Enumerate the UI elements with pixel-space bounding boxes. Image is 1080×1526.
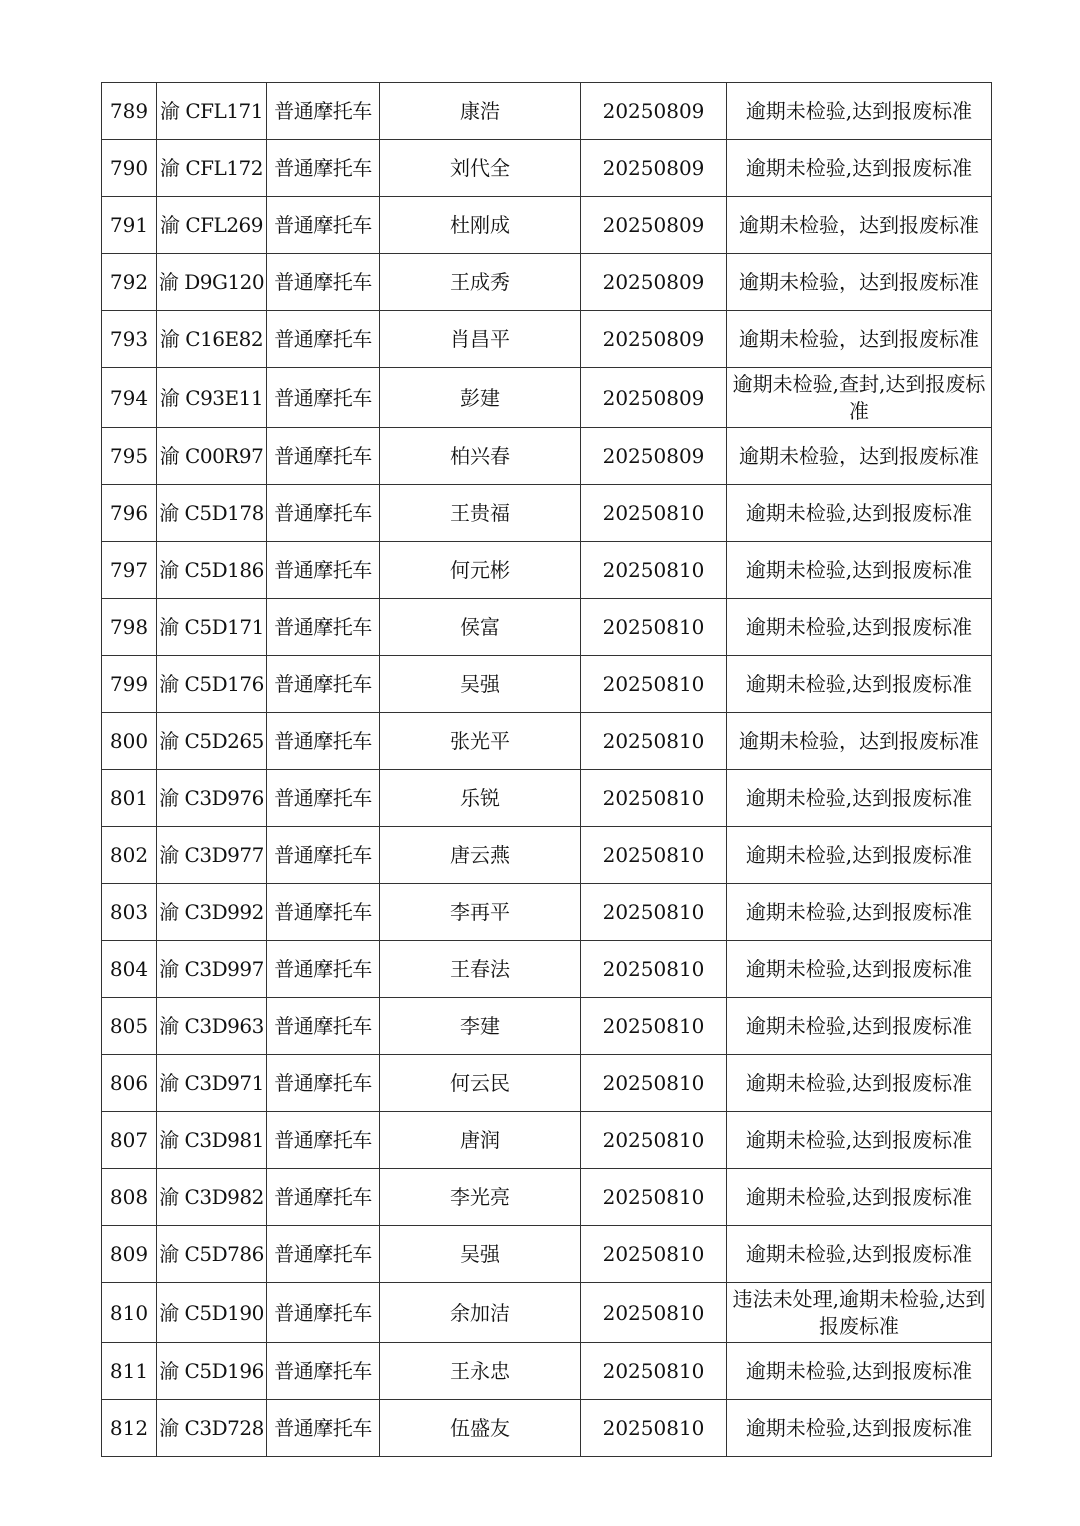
cell-owner-name: 康浩 [380,83,581,140]
cell-owner-name: 肖昌平 [380,311,581,368]
vehicle-scrap-table [101,82,992,1457]
cell-owner-name: 王成秀 [380,254,581,311]
table-row [102,941,992,998]
cell-vehicle-type: 普通摩托车 [267,368,380,428]
cell-plate-number: 渝 CFL269 [157,197,267,254]
cell-vehicle-type: 普通摩托车 [267,254,380,311]
cell-status: 逾期未检验,达到报废标准 [727,83,992,140]
cell-serial-number: 801 [102,770,157,827]
cell-owner-name: 乐锐 [380,770,581,827]
cell-date: 20250810 [581,1283,727,1343]
table-row [102,197,992,254]
cell-status: 逾期未检验，达到报废标准 [727,197,992,254]
cell-serial-number: 809 [102,1226,157,1283]
cell-serial-number: 806 [102,1055,157,1112]
cell-plate-number: 渝 C5D190 [157,1283,267,1343]
table-row [102,140,992,197]
cell-vehicle-type: 普通摩托车 [267,485,380,542]
cell-vehicle-type: 普通摩托车 [267,1169,380,1226]
table-row [102,713,992,770]
table-row [102,1400,992,1457]
cell-date: 20250810 [581,485,727,542]
cell-vehicle-type: 普通摩托车 [267,599,380,656]
cell-owner-name: 王永忠 [380,1343,581,1400]
cell-date: 20250810 [581,827,727,884]
cell-date: 20250810 [581,542,727,599]
cell-owner-name: 伍盛友 [380,1400,581,1457]
cell-plate-number: 渝 CFL171 [157,83,267,140]
cell-serial-number: 794 [102,368,157,428]
cell-plate-number: 渝 C93E11 [157,368,267,428]
table-row [102,542,992,599]
cell-serial-number: 802 [102,827,157,884]
table-row [102,1226,992,1283]
cell-owner-name: 张光平 [380,713,581,770]
cell-serial-number: 797 [102,542,157,599]
table-row [102,254,992,311]
cell-plate-number: 渝 C3D971 [157,1055,267,1112]
cell-plate-number: 渝 C5D196 [157,1343,267,1400]
cell-owner-name: 王贵福 [380,485,581,542]
cell-date: 20250810 [581,1112,727,1169]
cell-plate-number: 渝 C3D977 [157,827,267,884]
cell-serial-number: 791 [102,197,157,254]
cell-owner-name: 柏兴春 [380,428,581,485]
cell-owner-name: 李建 [380,998,581,1055]
cell-status: 逾期未检验,达到报废标准 [727,140,992,197]
table-row [102,599,992,656]
cell-vehicle-type: 普通摩托车 [267,83,380,140]
cell-status: 逾期未检验,达到报废标准 [727,884,992,941]
cell-plate-number: 渝 D9G120 [157,254,267,311]
table-row [102,485,992,542]
cell-owner-name: 王春法 [380,941,581,998]
table-row [102,428,992,485]
cell-serial-number: 808 [102,1169,157,1226]
cell-plate-number: 渝 C3D976 [157,770,267,827]
cell-status: 逾期未检验，达到报废标准 [727,254,992,311]
cell-serial-number: 793 [102,311,157,368]
cell-owner-name: 何云民 [380,1055,581,1112]
cell-vehicle-type: 普通摩托车 [267,713,380,770]
table-body [102,83,992,1457]
cell-status: 逾期未检验,达到报废标准 [727,1226,992,1283]
table-row [102,1283,992,1343]
cell-plate-number: 渝 C3D997 [157,941,267,998]
cell-vehicle-type: 普通摩托车 [267,542,380,599]
cell-serial-number: 812 [102,1400,157,1457]
cell-vehicle-type: 普通摩托车 [267,941,380,998]
cell-status: 逾期未检验,达到报废标准 [727,542,992,599]
cell-serial-number: 811 [102,1343,157,1400]
cell-status: 逾期未检验，达到报废标准 [727,713,992,770]
cell-plate-number: 渝 C5D171 [157,599,267,656]
cell-serial-number: 805 [102,998,157,1055]
cell-owner-name: 李再平 [380,884,581,941]
cell-serial-number: 796 [102,485,157,542]
cell-serial-number: 792 [102,254,157,311]
cell-plate-number: 渝 C5D786 [157,1226,267,1283]
cell-date: 20250809 [581,140,727,197]
table-row [102,83,992,140]
cell-serial-number: 798 [102,599,157,656]
cell-plate-number: 渝 C5D176 [157,656,267,713]
cell-date: 20250809 [581,254,727,311]
cell-owner-name: 侯富 [380,599,581,656]
cell-date: 20250810 [581,1343,727,1400]
table-row [102,1169,992,1226]
cell-vehicle-type: 普通摩托车 [267,428,380,485]
cell-owner-name: 彭建 [380,368,581,428]
cell-owner-name: 李光亮 [380,1169,581,1226]
cell-date: 20250810 [581,713,727,770]
cell-date: 20250809 [581,368,727,428]
cell-status: 逾期未检验,达到报废标准 [727,656,992,713]
cell-serial-number: 800 [102,713,157,770]
cell-status: 逾期未检验,达到报废标准 [727,770,992,827]
cell-serial-number: 807 [102,1112,157,1169]
table-row [102,998,992,1055]
cell-owner-name: 唐润 [380,1112,581,1169]
table-row [102,1343,992,1400]
cell-plate-number: 渝 CFL172 [157,140,267,197]
cell-date: 20250810 [581,998,727,1055]
cell-vehicle-type: 普通摩托车 [267,770,380,827]
cell-date: 20250810 [581,656,727,713]
cell-serial-number: 790 [102,140,157,197]
table-row [102,1055,992,1112]
cell-plate-number: 渝 C3D963 [157,998,267,1055]
cell-status: 逾期未检验,达到报废标准 [727,1169,992,1226]
cell-vehicle-type: 普通摩托车 [267,1283,380,1343]
cell-status: 逾期未检验,达到报废标准 [727,1112,992,1169]
cell-date: 20250809 [581,428,727,485]
cell-plate-number: 渝 C00R97 [157,428,267,485]
cell-status: 逾期未检验，达到报废标准 [727,311,992,368]
table-row [102,770,992,827]
cell-plate-number: 渝 C3D728 [157,1400,267,1457]
cell-date: 20250810 [581,770,727,827]
cell-status: 逾期未检验,达到报废标准 [727,1400,992,1457]
cell-vehicle-type: 普通摩托车 [267,197,380,254]
cell-plate-number: 渝 C5D186 [157,542,267,599]
cell-date: 20250810 [581,1400,727,1457]
cell-status: 违法未处理,逾期未检验,达到报废标准 [727,1283,992,1343]
cell-date: 20250810 [581,941,727,998]
cell-owner-name: 余加洁 [380,1283,581,1343]
cell-vehicle-type: 普通摩托车 [267,656,380,713]
cell-vehicle-type: 普通摩托车 [267,1055,380,1112]
cell-vehicle-type: 普通摩托车 [267,140,380,197]
cell-vehicle-type: 普通摩托车 [267,827,380,884]
cell-plate-number: 渝 C5D178 [157,485,267,542]
cell-owner-name: 杜刚成 [380,197,581,254]
cell-status: 逾期未检验,达到报废标准 [727,941,992,998]
table-row [102,311,992,368]
table-row [102,884,992,941]
cell-status: 逾期未检验,达到报废标准 [727,1055,992,1112]
cell-vehicle-type: 普通摩托车 [267,311,380,368]
cell-status: 逾期未检验,达到报废标准 [727,599,992,656]
cell-status: 逾期未检验,达到报废标准 [727,827,992,884]
cell-vehicle-type: 普通摩托车 [267,884,380,941]
cell-vehicle-type: 普通摩托车 [267,998,380,1055]
table-row [102,827,992,884]
cell-serial-number: 804 [102,941,157,998]
cell-owner-name: 唐云燕 [380,827,581,884]
cell-plate-number: 渝 C5D265 [157,713,267,770]
cell-plate-number: 渝 C16E82 [157,311,267,368]
cell-owner-name: 吴强 [380,656,581,713]
cell-status: 逾期未检验,达到报废标准 [727,485,992,542]
cell-serial-number: 810 [102,1283,157,1343]
cell-serial-number: 803 [102,884,157,941]
cell-status: 逾期未检验,达到报废标准 [727,998,992,1055]
cell-plate-number: 渝 C3D992 [157,884,267,941]
cell-status: 逾期未检验,查封,达到报废标准 [727,368,992,428]
cell-owner-name: 何元彬 [380,542,581,599]
cell-date: 20250810 [581,1226,727,1283]
cell-vehicle-type: 普通摩托车 [267,1400,380,1457]
cell-vehicle-type: 普通摩托车 [267,1226,380,1283]
cell-date: 20250810 [581,1169,727,1226]
cell-serial-number: 795 [102,428,157,485]
table-row [102,656,992,713]
cell-serial-number: 789 [102,83,157,140]
cell-date: 20250810 [581,599,727,656]
table-row [102,368,992,428]
cell-status: 逾期未检验，达到报废标准 [727,428,992,485]
cell-plate-number: 渝 C3D981 [157,1112,267,1169]
cell-date: 20250809 [581,311,727,368]
cell-serial-number: 799 [102,656,157,713]
cell-status: 逾期未检验,达到报废标准 [727,1343,992,1400]
cell-vehicle-type: 普通摩托车 [267,1343,380,1400]
table-row [102,1112,992,1169]
cell-owner-name: 刘代全 [380,140,581,197]
cell-owner-name: 吴强 [380,1226,581,1283]
cell-vehicle-type: 普通摩托车 [267,1112,380,1169]
cell-date: 20250810 [581,1055,727,1112]
cell-plate-number: 渝 C3D982 [157,1169,267,1226]
cell-date: 20250809 [581,197,727,254]
cell-date: 20250809 [581,83,727,140]
cell-date: 20250810 [581,884,727,941]
